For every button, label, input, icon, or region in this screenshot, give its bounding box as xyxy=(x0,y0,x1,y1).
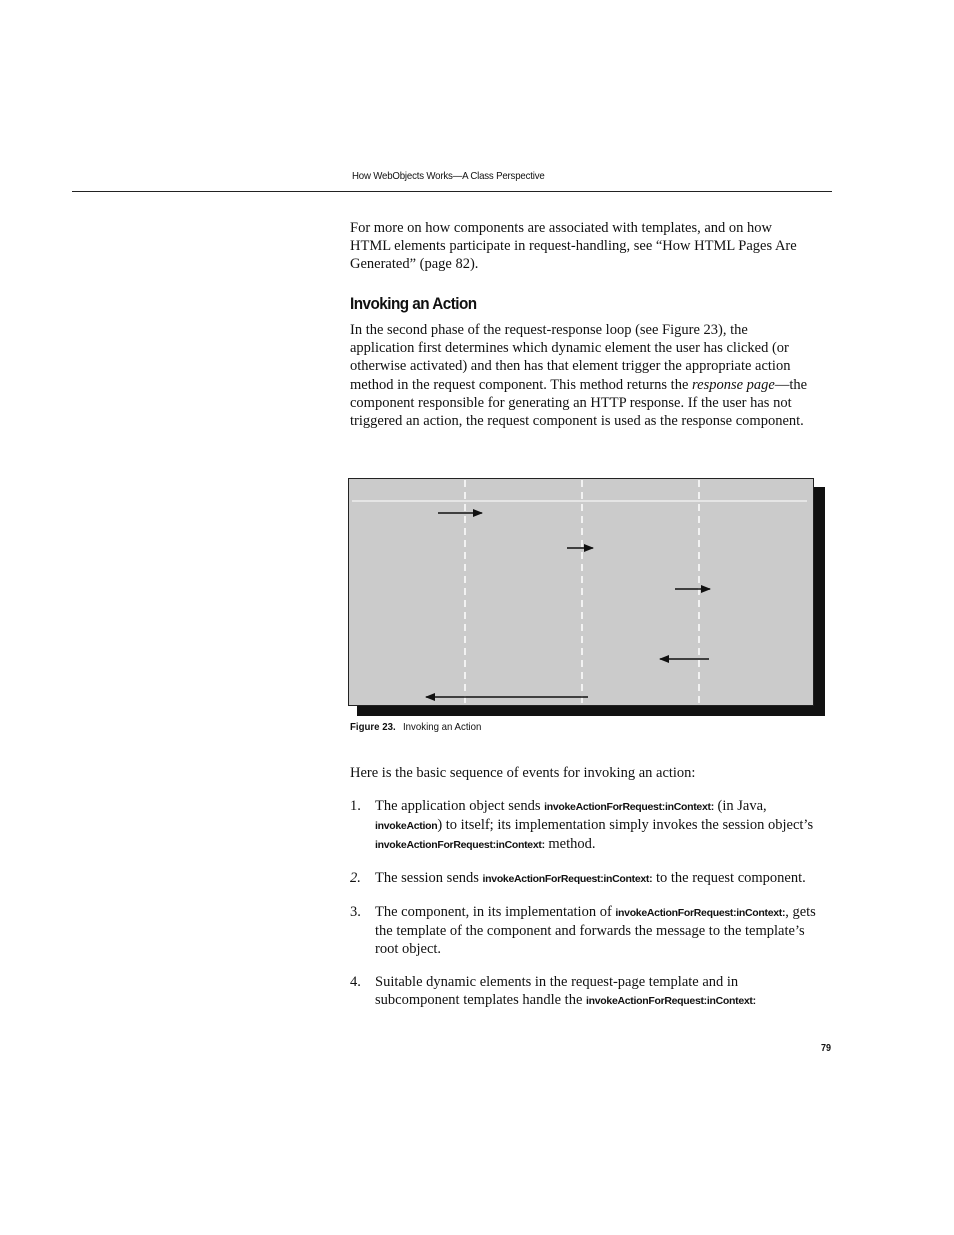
method-name: invokeActionForRequest:inContext: xyxy=(586,995,756,1008)
list-item xyxy=(350,869,820,888)
running-header: How WebObjects Works—A Class Perspective xyxy=(352,170,545,182)
step-number: 1. xyxy=(350,798,361,814)
section-paragraph xyxy=(350,321,810,430)
step-text: The session sends xyxy=(375,870,483,887)
list-item xyxy=(350,973,820,1010)
figure-number: Figure 23. xyxy=(350,721,396,733)
figure-title: Invoking an Action xyxy=(403,721,482,733)
section-heading: Invoking an Action xyxy=(350,294,477,313)
sequence-intro: Here is the basic sequence of events for invoking an action: xyxy=(350,765,696,781)
step-text: to the request component. xyxy=(652,870,806,887)
step-number: 4. xyxy=(350,973,361,990)
method-name: invokeAction xyxy=(375,820,438,833)
step-text: The application object sends xyxy=(375,798,545,814)
step-number: 3. xyxy=(350,903,361,920)
step-text: Suitable dynamic elements in the request-page template and in subcomponent templates handle the xyxy=(375,973,739,1009)
intro-paragraph: For more on how components are associated with templates, and on how HTML elements participate in request-handling, see “How HTML Pages Are Generated” (page 82). xyxy=(350,220,797,273)
section-paragraph-part-b: —the component responsible for generating an HTTP response. If the user has not triggered an action, the request component is used as the response component. xyxy=(350,376,808,430)
list-item xyxy=(350,903,820,959)
section-paragraph-part-a: In the second phase of the request-response loop (see Figure 23), the application first determines which dynamic element the user has clicked (or otherwise activated) and then has that element trigger the appropriate action method in the request component. This method returns the xyxy=(350,322,791,393)
step-text: , gets the template of the component and forwards the message to the template’s root object. xyxy=(375,903,816,958)
step-text: ) to itself; its implementation simply invokes the session object’s xyxy=(437,817,814,834)
method-name: invokeActionForRequest:inContext: xyxy=(375,839,545,852)
method-name: invokeActionForRequest:inContext: xyxy=(482,873,653,886)
step-text: method. xyxy=(544,836,596,853)
method-name: invokeActionForRequest:inContext: xyxy=(544,801,714,813)
step-text: (in Java, xyxy=(713,798,767,814)
figure-caption xyxy=(350,721,481,733)
header-rule xyxy=(72,191,832,192)
step-number: 2. xyxy=(350,870,361,887)
page-number: 79 xyxy=(821,1043,832,1054)
method-name: invokeActionForRequest:inContext: xyxy=(615,906,786,919)
step-text: The component, in its implementation of xyxy=(375,903,616,920)
steps-list xyxy=(350,797,820,1025)
list-item xyxy=(350,797,820,855)
response-page-term: response page xyxy=(692,376,775,393)
sequence-diagram xyxy=(348,478,818,710)
